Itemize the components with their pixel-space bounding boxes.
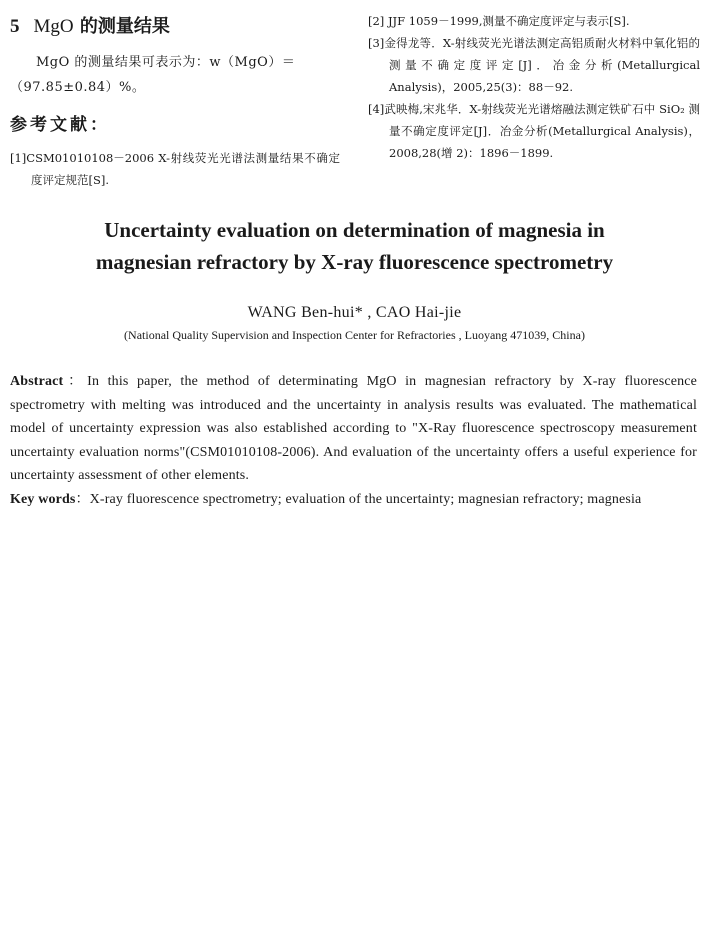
- reference-item: [2] JJF 1059－1999,测量不确定度评定与表示[S].: [368, 14, 630, 28]
- section-heading-text: 的测量结果: [73, 16, 170, 37]
- abstract-label: Abstract: [10, 374, 64, 389]
- english-title-line-2: magnesian refractory by X-ray fluorescence spectrometry: [95, 250, 614, 274]
- keywords: [10, 488, 697, 512]
- right-column: [368, 10, 700, 164]
- abstract-block: [10, 370, 697, 511]
- section-heading-mgo: MgO: [33, 16, 74, 37]
- left-column: [10, 14, 340, 191]
- reference-item: [1]CSM01010108－2006 X-射线荧光光谱法测量结果不确定度评定规范[S].: [10, 151, 340, 187]
- result-line-1: MgO 的测量结果可表示为：w（MgO）＝: [36, 55, 296, 70]
- keywords-text: ：X-ray fluorescence spectrometry; evaluation of the uncertainty; magnesian refractory; magnesia: [75, 491, 642, 507]
- section-5-heading: [10, 14, 340, 40]
- section-number: 5: [10, 16, 20, 37]
- english-title-block: [0, 214, 709, 343]
- reference-item: [4]武映梅,宋兆华．X-射线荧光光谱熔融法测定铁矿石中 SiO₂ 测量不确定度评定[J]．冶金分析(Metallurgical Analysis)，2008,28(增 2)：1896－1899.: [368, 102, 700, 160]
- authors: WANG Ben-hui* , CAO Hai-jie: [247, 304, 462, 321]
- result-line-2: （97.85±0.84）%。: [10, 80, 146, 95]
- references-heading: 参考文献：: [10, 115, 110, 135]
- english-title-line-1: Uncertainty evaluation on determination of magnesia in: [104, 218, 605, 242]
- reference-item: [3]金得龙等．X-射线荧光光谱法测定高铝质耐火材料中氧化铝的测量不确定度评定[J]．冶金分析(Metallurgical Analysis)，2005,25(3)：88－92.: [368, 36, 700, 94]
- affiliation: (National Quality Supervision and Inspection Center for Refractories , Luoyang 471039, China): [124, 328, 585, 342]
- abstract-text: ：In this paper, the method of determinating MgO in magnesian refractory by X-ray fluorescence spectrometry with melting was introduced and the uncertainty in analysis results was evaluated. The mathematical model of uncertainty expression was also established according to "X-Ray fluorescence spectroscopy measurement uncertainty evaluation norms"(CSM01010108-2006). And evaluation of the uncertainty offers a useful experience for uncertainty assessment of other elements.: [10, 374, 697, 483]
- abstract: [10, 370, 697, 488]
- keywords-label: Key words: [10, 491, 76, 507]
